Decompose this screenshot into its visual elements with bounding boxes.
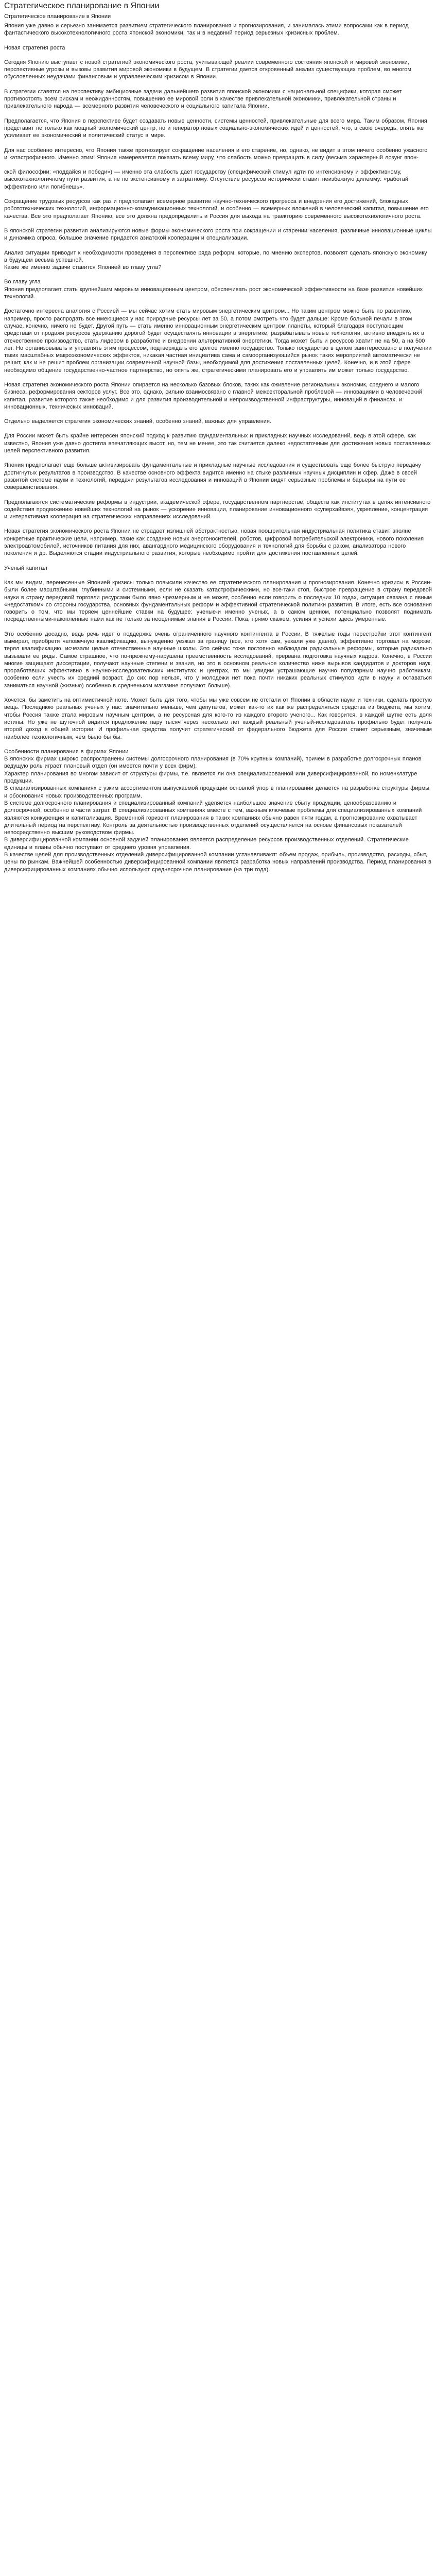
article-paragraph: Япония предполагает стать крупнейшим мировым инновационным центром, обеспечивать рост экономической эффективности на базе развития новейших технологий. xyxy=(4,286,423,300)
article-paragraph: В качестве целей для производственных отделений диверсифицированной компании устанавливают: объем продаж, прибыль, производство, расходы, сбыт, цены по рынкам. Важнейшей особенностью диверсифицированной компании является разработка новых направлений производства. Период планирования в диверсифицированных компаниях обычно используют среднесрочное планирование (на три года). xyxy=(4,852,431,873)
article-paragraph: Особенности планирования в фирмах Японии xyxy=(4,748,129,755)
article-paragraph: Сокращение трудовых ресурсов как раз и предполагает всемерное развитие научно-технического прогресса и внедрения его достижений, блокадных робототехнических технологий, информационно-коммуникационных технологий, и особенно — всемерных вложений в человеческий капитал, повышение его качества. Все это предполагает Японию, все это должна предопределить и Россия для выхода на траекторию современного высокотехнологичного роста. xyxy=(4,198,429,219)
article-paragraph: Отдельно выделяется стратегия экономических знаний, особенно знаний, важных для управления. xyxy=(4,418,271,425)
article-paragraph: Хочется, бы заметить на оптимистичной ноте. Может быть для того, чтобы мы уже совсем не отстали от Японии в области науки и техники, сделать простую вещь. Последнюю реальных ученых у нас: значительно меньше, чем депутатов, может как-то их как же распределяться средства из бюджета, мы хотим, чтобы Россия также стала мировым научным центром, а не ресурсная для кого-то из каждого второго ученого... Как говорится, в каждой шутке есть доля истины. Но уже не шуточной видится предложение пару тысяч через несколько лет каждый реальный ученый-исследователь профильно будет получать второй доход в общей истории. И профильная средства получит стратегический от федерального бюджета для России станет серьезным, значимым наиболее технологичным, чем было бы бы. xyxy=(4,697,432,740)
article-paragraph: Как мы видим, перенесенные Японией кризисы только повысили качество ее стратегического планирования и прогнозирования. Конечно кризисы в России-были более масштабными, глубинными и системными, если не сказать катастрофическими, но все-таки стоп, быстрое превращение в страну передовой науки в страну передовой торговли ресурсами было явно чрезмерным и не может, особенно если говорить о последних 10 годах, ситуация связана с явным «недостатком» со стороны государства, основных фундаментальных реформ и эффективной стратегической политики развития. В итоге, есть все основания говорить о том, что мы теряем ценнейшие ставки на будущее: ученые-и именно ученых, а в самом ценном, потенциально позволят поднимать посредственными-накопленные нами как не только за неоценимые знания в России. Пока, прямо скажем, усилия и успехи здесь умеренные. xyxy=(4,579,432,623)
article-paragraph: Достаточно интересна аналогия с Россией — мы сейчас хотим стать мировым энергетическим центром... Но таким центром можно быть по развитию, например, просто распродать все имеющиеся у нас природные ресурсы лет за 50, а потом смотреть что будет дальше: Кроме больной печали в этом случае, конечно, ничего не будет. Другой путь — стать именно инновационным энергетическим центром планеты, который благодаря поступающим средствам от продажи ресурсов удержанию дорогой будет осуществлять инновации в энергетике, разрабатывать новые технологии, активно внедрять их в отечественное производство, стать лидером в разработке и внедрении альтернативной энергетики. Тогда может быть и ресурсов хватит не на 50, а на 500 лет. Но организовывать и управлять этим процессом, подтверждать его долгое именно государство. Только государство в целом заинтересовано в получении таких масштабных макроэкономических эффектов, никакая частная инициатива сама и самоорганизующийся рынок таких мероприятий автоматически не решит, как и не решит проблем организации современной научной базы, необходимой для достижения поставленных целей. Конечно, и в этой сфере необходимо общение государственно-частное партнерство, но опять же, стратегическими планировать его и управлять им может только государство. xyxy=(4,308,432,374)
article-paragraph: В японских фирмах широко распространены системы долгосрочного планирования (в 70% крупных компаний), причем в разработке долгосрочных планов ведущую роль играет плановый отдел (он имеется почти у всех фирм). xyxy=(4,756,422,770)
article-paragraph: Для России может быть крайне интересен японский подход к развитию фундаментальных и прикладных научных исследований, ведь в этой сфере, как известно, Япония уже давно достигла впечатляющих высот, но, тем не менее, это так считается далеко недостаточным для достижения новых поставленных целей перспективного развития. xyxy=(4,433,431,454)
article-paragraph: Япония предполагает еще больше активизировать фундаментальные и прикладные научные исследования и существовать еще более быструю передачу достигнутых результатов в производство. В качестве основного эффекта видится именно на стыке различных научных дисциплин и сфер. Даже в своей развитой системе науки и технологий, передачи результатов исследования и инноваций в Японии видят серьезные проблемы и барьеры на пути ее совершенствования. xyxy=(4,462,421,491)
article-paragraph: Это особенно досадно, ведь речь идет о поддержке очень ограниченного научного контингента в России. В тяжелые годы перестройки этот контингент вымирал, приобретя человечную квалификацию, вынужденно уезжал за границу (все, кто хотя сам, уехали уже давно), эффективно торговал на морозе, терял квалификацию, исчезали целые отечественные научные школы. Это сейчас тоже постоянно наблюдали радикальные реформы, которые радикально вызывали ее ряды. Самое страшное, что по-прежнему-нарушена преемственность исследований, прервана подготовка научных кадров. Конечно, в России многие защищают диссертации, получают научные степени и звания, но это в основном реальное количество ниже вырывов кандидатов и докторов наук, проработавших эффективно в научно-исследовательских институтах и центрах, то мы увидим устрашающие научно популярным научно работникам, особенно если учесть их средний возраст. До сих пор нельзя, что у молодежи нет пока почти никаких реальных стимулов идти в науку и оставаться заниматься научной (жизнью) особенно в средненьком магазине получают больше). xyxy=(4,631,432,689)
article-paragraph: Япония уже давно и серьезно занимается развитием стратегического планирования и прогнозирования, и занималась этими вопросами как в период фантастического высокотехнологичного роста японской экономики, так и в недавний период серьезных кризисных проблем. xyxy=(4,23,409,37)
section-heading: Во главу угла xyxy=(4,279,41,285)
article-paragraph: Предполагается, что Япония в перспективе будет создавать новые ценности, системы ценностей, привлекательные для всего мира. Таким образом, Япония представит не только как мощный экономический центр, но и генератор новых социально-экономических идей и ценностей, что, в свою очередь, опять же усиливает ее экономический и политический статус в мире. xyxy=(4,117,427,139)
article-paragraph: Какие же именно задачи ставится Японией во главу угла? xyxy=(4,264,162,271)
article-subtitle: Стратегическое планирование в Японии xyxy=(4,13,111,20)
article-paragraph: Новая стратегия экономического роста Японии опирается на несколько базовых блоков, таких как оживление региональных экономик, среднего и малого бизнеса, реформирования секторов услуг. Все это, однако, сильно взаимосвязано с главной межсекторальной проблемой — инновациями в человеческий капитал, развитие которого также необходимо и для развития производительной и непроизводственной инфраструктуры, инноваций в финансах, и инновационных, технических инноваций. xyxy=(4,381,422,410)
article-paragraph: Характер планирования во многом зависит от структуры фирмы, т.е. является ли она специализированной или диверсифицированной, по номенклатуре продукции. xyxy=(4,770,417,785)
section-heading: Новая стратегия роста xyxy=(4,44,65,51)
article-paragraph: В японской стратегии развития анализируются новые формы экономического роста при сокращении и старении населения, различные инновационные циклы и динамика спроса, большое значение придается азиатской кооперации и специализации. xyxy=(4,227,432,242)
article-paragraph: ской философии: «поддайся и победи») — именно эта слабость дает государству (специфический стимул идти по интенсивному и эффективному, высокотехнологичному пути развития, а не по экстенсивному и затратному. Отсутствие ресурсов исторически ставит неизбежную дилемму: «работай эффективно или погибнешь». xyxy=(4,169,409,190)
article-paragraph: Сегодня Японию выступает с новой стратегией экономического роста, учитывающей реалии современного состояния японской и мировой экономики, перспективные угрозы и вызовы развития мировой экономики в будущем. В стратегии дается откровенный анализ существующих проблем, во многом обусловленных неудачами финансовым и управленческим кризисом в Японии. xyxy=(4,59,411,80)
article-paragraph: Новая стратегия экономического роста Японии не страдает излишней абстрактностью, новая поощрительная индустриальная политика ставит вполне конкретные практические цели, например, такие как создание новых энергоносителей, роботов, цифровой потребительской электроники, нового поколения электроавтомобилей, источников питания для них, авангардного медицинского оборудования и технологий для борьбы с раком, анализатора нового поколения и др. Выделяются стадии индустриального развития, которые необходимо пройти для достижения поставленных целей. xyxy=(4,528,424,557)
article-paragraph: В системе долгосрочного планирования и специализированный компаний уделяется наибольшее значение сбыту продукции, ценообразованию и долгосрочной, особенно в части затрат. В специализированных компаниях вместе с тем, важным ключевые проблемы для специализированных компаний являются конкуренция и капитализация. Временной горизонт планирования в таких компаниях обычно равен пяти годам, а прогнозирование охватывает длительный период на перспективу. Контроль за деятельностью производственных отделений осуществляется на основе финансовых показателей непосредственно высшим руководством фирмы. xyxy=(4,800,422,836)
section-heading: Ученый капитал xyxy=(4,565,47,571)
article-paragraph: Предполагаются систематические реформы в индустрии, академической сфере, государственном партнерстве, обществ как институтах в целях интенсивного содействия продвижению новейших технологий на рынок — ускорение инновации, планирование инновационного «суперхайвэя», укрепление, концентрация и интерактивная кооперация на стратегических направлениях исследований. xyxy=(4,499,431,520)
article-body xyxy=(4,22,432,873)
article-paragraph: В специализированных компаниях с узким ассортиментом выпускаемой продукции основной упор в планировании делается на разработке структуры фирмы и обоснования новых производственных программ. xyxy=(4,785,430,799)
article-paragraph: В стратегии ставятся на перспективу амбициозные задачи дальнейшего развития японской экономики с национальной специфики, которая сможет противостоять всем рискам и неожиданностям, повышению ее мировой роли в качестве привлекательной экономики, привлекательной страны и привлекательного народа — всемерного развития человеческого и социального капитала Японии. xyxy=(4,88,402,110)
article-paragraph: Для нас особенно интересно, что Япония также прогнозирует сокращение населения и его старение, но, однако, не видит в этом ничего особенно ужасного и катастрофичного. Именно этим! Япония намеревается показать всему миру, что слабость можно превращать в силу (весьма характерный лозунг япон- xyxy=(4,147,428,161)
article-title: Стратегическое планирование в Японии xyxy=(4,2,160,10)
article-paragraph: Анализ ситуации приводит к необходимости проведения в перспективе ряда реформ, которые, по мнению экспертов, позволят сделать японскую экономику в будущем весьма успешной. xyxy=(4,249,427,263)
article-paragraph: В диверсифицированной компании основной задачей планирования является распределение ресурсов производственных отделений. Стратегические единицы и планы обычно поступают от среднего уровня управления. xyxy=(4,837,409,851)
